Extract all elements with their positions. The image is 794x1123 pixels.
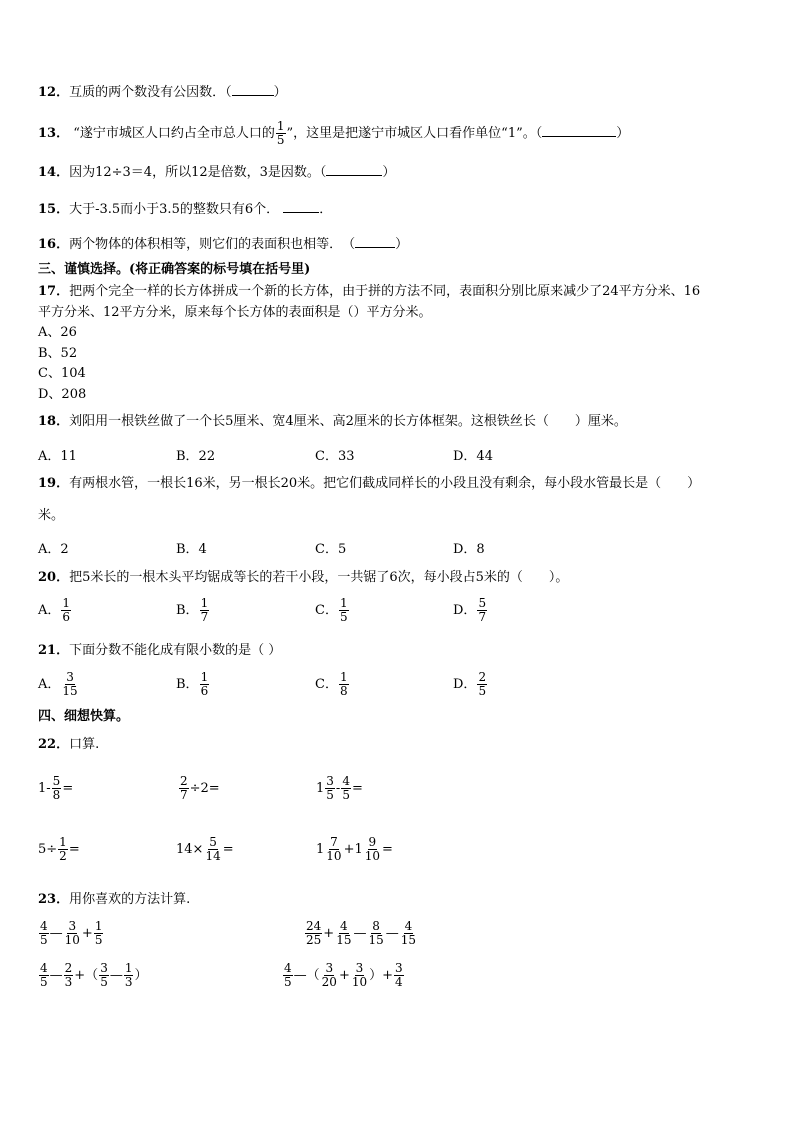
fraction: $\frac{3}{15}$ [62, 670, 78, 698]
question-number: 16． [38, 237, 70, 252]
question-number: 12． [38, 85, 70, 100]
answer-blank[interactable] [283, 201, 319, 213]
option-a[interactable]: A、26 [38, 325, 77, 340]
option-c[interactable]: C、104 [38, 366, 86, 381]
answer-blank[interactable] [326, 164, 382, 176]
question-text: 用你喜欢的方法计算. [69, 892, 191, 907]
oral-calc-2: $\frac{2}{7}$ ÷2= [180, 774, 220, 802]
question-text: 两个物体的体积相等，则它们的表面积也相等． （ [69, 237, 356, 252]
question-number: 13． [38, 126, 70, 141]
option-a[interactable]: A．11 [38, 449, 77, 464]
question-number: 17． [38, 284, 70, 299]
option-b[interactable]: B．22 [176, 449, 216, 464]
question-number: 18． [38, 414, 70, 429]
question-text: 有两根水管，一根长16米，另一根长20米。把它们截成同样长的小段且没有剩余，每小段水管最长是（ ） [69, 476, 701, 491]
calc-expression-2: $\frac{24}{25}$ + $\frac{4}{15}$ — $\frac{8}{15}$ — $\frac{4}{15}$ [306, 919, 417, 947]
fraction: $\frac{1}{5}$ [276, 119, 285, 147]
question-17-line1 [38, 284, 700, 300]
question-number: 15． [38, 202, 70, 217]
question-23 [38, 892, 190, 908]
option-b[interactable]: B． $\frac{1}{7}$ [176, 596, 209, 624]
option-c[interactable]: C． $\frac{1}{5}$ [315, 596, 348, 624]
question-21 [38, 643, 281, 659]
answer-blank[interactable] [232, 84, 274, 96]
question-number: 23． [38, 892, 70, 907]
question-number: 19． [38, 476, 70, 491]
calc-expression-4: $\frac{4}{5}$ —（ $\frac{3}{20}$ + $\frac{3}{10}$ ）+ $\frac{3}{4}$ [284, 961, 403, 989]
fraction: $\frac{1}{7}$ [200, 596, 209, 624]
option-c[interactable]: C． $\frac{1}{8}$ [315, 670, 348, 698]
option-a[interactable]: A．2 [38, 542, 69, 557]
bracket-close: ） [382, 165, 396, 180]
question-17-line2: 平方分米、12平方分米，原来每个长方体的表面积是（）平方分米。 [38, 305, 432, 320]
question-text: 口算. [69, 737, 100, 752]
question-number: 22． [38, 737, 70, 752]
option-d[interactable]: D． $\frac{2}{5}$ [453, 670, 487, 698]
question-20 [38, 570, 568, 586]
answer-blank[interactable] [542, 125, 616, 137]
question-14 [38, 164, 395, 181]
fraction: $\frac{2}{5}$ [478, 670, 487, 698]
question-19-line1 [38, 476, 700, 492]
bracket-close: ） [616, 126, 630, 141]
oral-calc-1: 1- $\frac{5}{8}$ = [38, 774, 74, 802]
calc-expression-3: $\frac{4}{5}$ — $\frac{2}{3}$ +（ $\frac{3}{5}$ — $\frac{1}{3}$ ） [40, 961, 148, 989]
option-b[interactable]: B．4 [176, 542, 207, 557]
section-heading-3: 三、谨慎选择。(将正确答案的标号填在括号里) [38, 262, 311, 277]
oral-calc-3: 1 $\frac{3}{5}$ - $\frac{4}{5}$ = [316, 774, 363, 802]
fraction: $\frac{1}{6}$ [200, 670, 209, 698]
question-text: 下面分数不能化成有限小数的是（ ） [69, 643, 282, 658]
option-d[interactable]: D．8 [453, 542, 485, 557]
question-number: 21． [38, 643, 70, 658]
option-a[interactable]: A． $\frac{3}{15}$ [38, 670, 78, 698]
question-text: 因为12÷3＝4，所以12是倍数，3是因数。（ [69, 165, 327, 180]
question-text: 大于-3.5而小于3.5的整数只有6个． [69, 202, 280, 217]
question-16 [38, 236, 408, 253]
option-a[interactable]: A． $\frac{1}{6}$ [38, 596, 71, 624]
question-number: 14． [38, 165, 70, 180]
question-18 [38, 414, 627, 430]
question-12 [38, 84, 287, 101]
fraction: $\frac{1}{5}$ [339, 596, 348, 624]
question-text: “遂宁市城区人口约占全市总人口的 [73, 126, 275, 141]
fraction: $\frac{1}{8}$ [339, 670, 348, 698]
question-text: 把5米长的一根木头平均锯成等长的若干小段，一共锯了6次，每小段占5米的（ ）。 [69, 570, 569, 585]
option-c[interactable]: C．33 [315, 449, 355, 464]
question-15 [38, 201, 332, 218]
option-d[interactable]: D．44 [453, 449, 493, 464]
oral-calc-5: 14× $\frac{5}{14}$ = [176, 835, 234, 863]
calc-expression-1: $\frac{4}{5}$ — $\frac{3}{10}$ + $\frac{1}{5}$ [40, 919, 103, 947]
question-22 [38, 737, 99, 753]
option-d[interactable]: D． $\frac{5}{7}$ [453, 596, 487, 624]
oral-calc-4: 5÷ $\frac{1}{2}$ = [38, 835, 80, 863]
answer-blank[interactable] [355, 236, 395, 248]
question-text: 互质的两个数没有公因数．（ [69, 85, 232, 100]
fraction: $\frac{5}{7}$ [478, 596, 487, 624]
question-text: 刘阳用一根铁丝做了一个长5厘米、宽4厘米、高2厘米的长方体框架。这根铁丝长（ ）厘米。 [69, 414, 627, 429]
option-d[interactable]: D、208 [38, 387, 87, 402]
question-text: ”，这里是把遂宁市城区人口看作单位“1”。（ [286, 126, 543, 141]
option-b[interactable]: B． $\frac{1}{6}$ [176, 670, 209, 698]
bracket-close: ） [273, 85, 287, 100]
period: ． [319, 202, 333, 217]
question-19-line2: 米。 [38, 508, 65, 523]
question-text: 把两个完全一样的长方体拼成一个新的长方体，由于拼的方法不同，表面积分别比原来减少了24平方分米、16 [69, 284, 701, 299]
section-heading-4: 四、细想快算。 [38, 709, 130, 724]
question-number: 20． [38, 570, 70, 585]
option-c[interactable]: C．5 [315, 542, 347, 557]
bracket-close: ） [395, 237, 409, 252]
question-13 [38, 120, 629, 147]
fraction: $\frac{1}{6}$ [62, 596, 71, 624]
option-b[interactable]: B、52 [38, 346, 78, 361]
oral-calc-6: 1 $\frac{7}{10}$ +1 $\frac{9}{10}$ = [316, 835, 393, 863]
